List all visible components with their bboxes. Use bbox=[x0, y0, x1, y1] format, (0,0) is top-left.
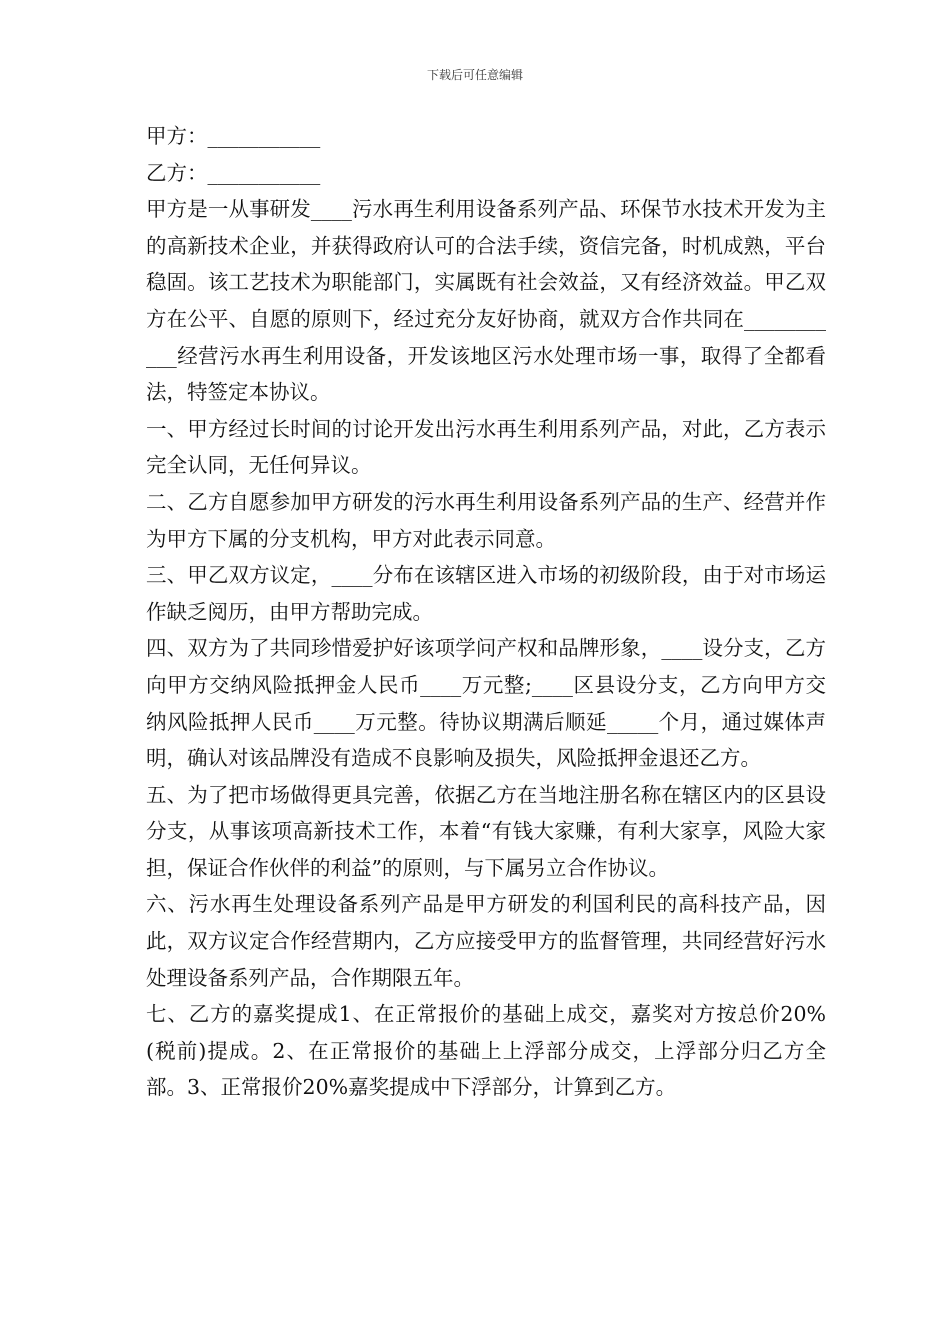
clause-2: 二、乙方自愿参加甲方研发的污水再生利用设备系列产品的生产、经营并作为甲方下属的分支机构，甲方对此表示同意。 bbox=[146, 489, 826, 551]
document-body bbox=[146, 118, 826, 1106]
clause-7: 七、乙方的嘉奖提成1、在正常报价的基础上成交，嘉奖对方按总价20%(税前)提成。2、在正常报价的基础上上浮部分成交，上浮部分归乙方全部。3、正常报价20%嘉奖提成中下浮部分，计算到乙方。 bbox=[146, 1002, 826, 1100]
page-header-note: 下载后可任意编辑 bbox=[426, 68, 523, 82]
clause-1: 一、甲方经过长时间的讨论开发出污水再生利用系列产品，对此，乙方表示完全认同，无任何异议。 bbox=[146, 416, 826, 478]
preamble-paragraph: 甲方是一从事研发____污水再生利用设备系列产品、环保节水技术开发为主的高新技术企业，并获得政府认可的合法手续，资信完备，时机成熟，平台稳固。该工艺技术为职能部门，实属既有社会效益，又有经济效益。甲乙双方在公平、自愿的原则下，经过充分友好协商，就双方合作共同在___________经营污水再生利用设备，开发该地区污水处理市场一事，取得了全都看法，特签定本协议。 bbox=[146, 197, 826, 405]
clause-6: 六、污水再生处理设备系列产品是甲方研发的利国利民的高科技产品，因此，双方议定合作经营期内，乙方应接受甲方的监督管理，共同经营好污水处理设备系列产品，合作期限五年。 bbox=[146, 892, 826, 990]
party-b-line: 乙方：___________ bbox=[146, 160, 321, 185]
party-a-line: 甲方：___________ bbox=[146, 124, 321, 148]
clause-5: 五、为了把市场做得更具完善，依据乙方在当地注册名称在辖区内的区县设分支，从事该项高新技术工作，本着“有钱大家赚，有利大家享，风险大家担，保证合作伙伴的利益”的原则，与下属另立合作协议。 bbox=[146, 782, 826, 880]
clause-3: 三、甲乙双方议定，____分布在该辖区进入市场的初级阶段，由于对市场运作缺乏阅历，由甲方帮助完成。 bbox=[146, 563, 826, 624]
clause-4: 四、双方为了共同珍惜爱护好该项学问产权和品牌形象，____设分支，乙方向甲方交纳风险抵押金人民币____万元整;____区县设分支，乙方向甲方交纳风险抵押人民币____万元整。待协议期满后顺延_____个月，通过媒体声明，确认对该品牌没有造成不良影响及损失，风险抵押金退还乙方。 bbox=[146, 636, 826, 771]
